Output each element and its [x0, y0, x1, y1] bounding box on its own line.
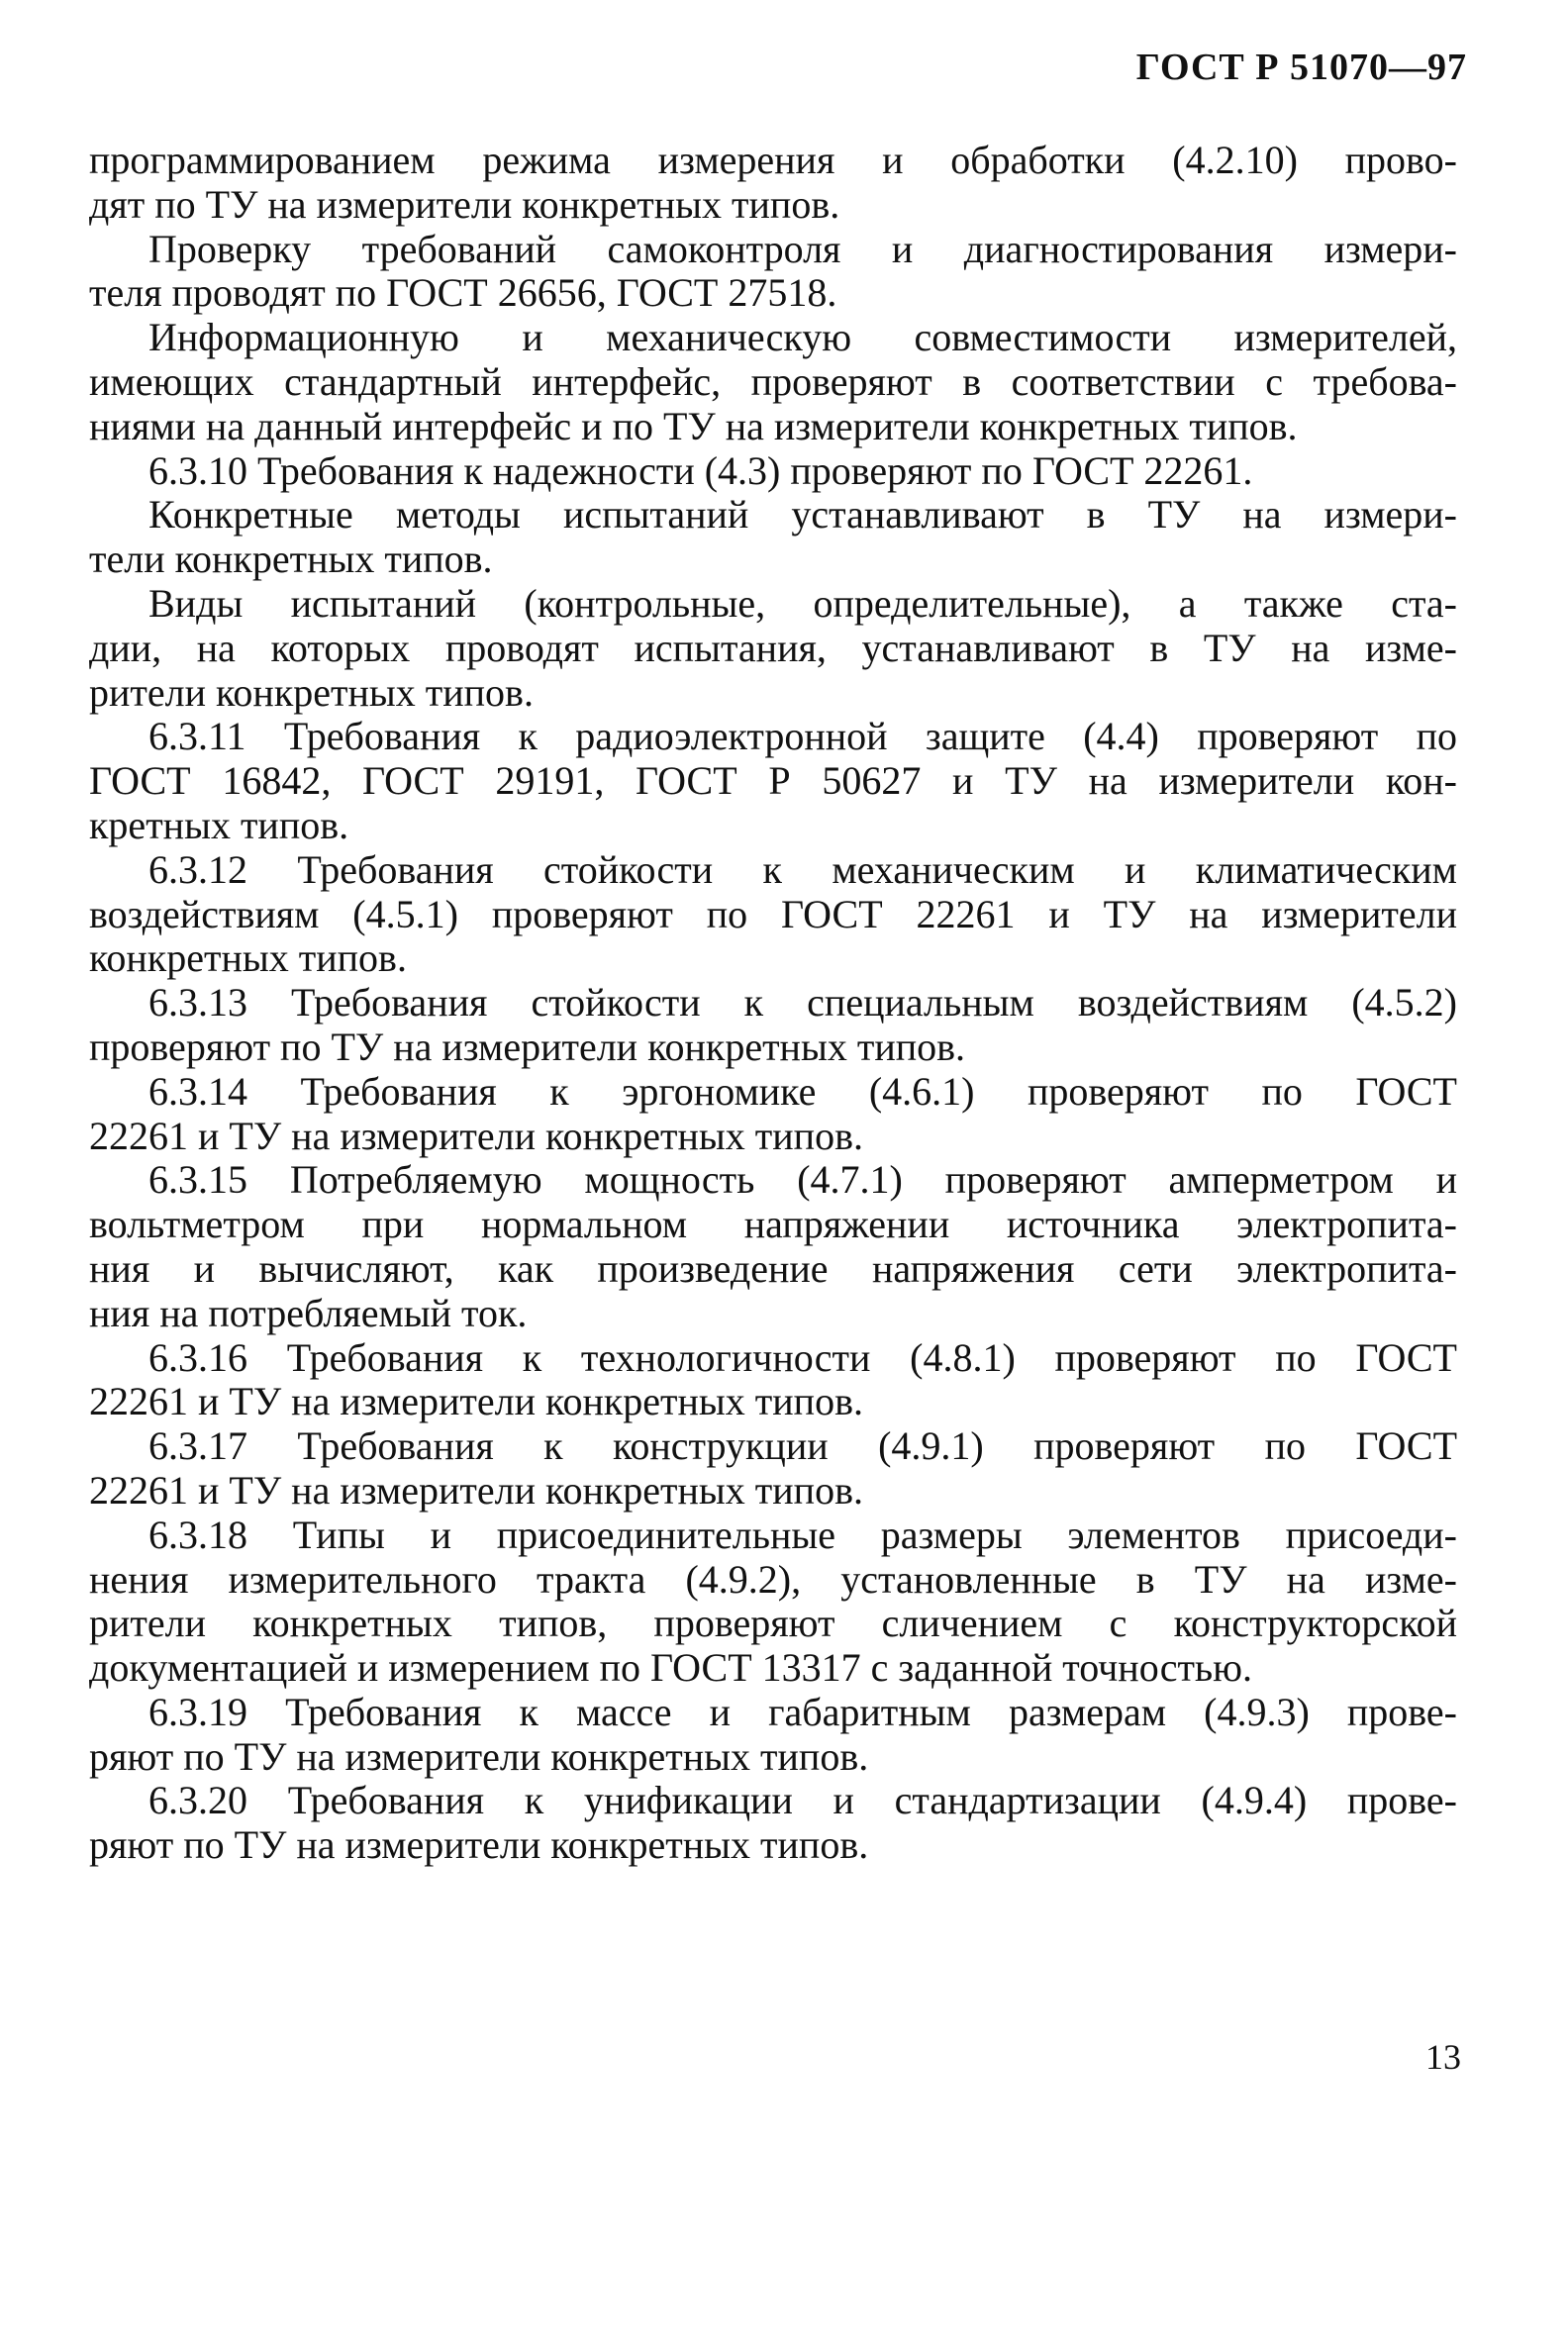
text-line: 6.3.15 Потребляемую мощность (4.7.1) проверяют амперметром и	[148, 1157, 1457, 1203]
text-line: вольтметром при нормальном напряжении источника электропита-	[89, 1202, 1457, 1247]
text-line: конкретных типов.	[89, 935, 407, 981]
text-line: имеющих стандартный интерфейс, проверяют в соответствии с требова-	[89, 358, 1457, 404]
text-line: кретных типов.	[89, 802, 349, 847]
body-text	[89, 139, 1457, 1868]
text-line: нения измерительного тракта (4.9.2), установленные в ТУ на изме-	[89, 1556, 1457, 1602]
text-line: 6.3.10 Требования к надежности (4.3) проверяют по ГОСТ 22261.	[148, 447, 1253, 493]
text-line: Виды испытаний (контрольные, определительные), а также ста-	[148, 580, 1457, 626]
standard-header: ГОСТ Р 51070—97	[1135, 47, 1467, 88]
text-line: 22261 и ТУ на измерители конкретных типов.	[89, 1113, 863, 1158]
text-line: Информационную и механическую совместимости измерителей,	[148, 315, 1457, 360]
text-line: ряют по ТУ на измерители конкретных типов.	[89, 1733, 869, 1779]
text-line: дии, на которых проводят испытания, устанавливают в ТУ на изме-	[89, 625, 1457, 670]
text-line: ния и вычисляют, как произведение напряжения сети электропита-	[89, 1245, 1457, 1291]
text-line: 22261 и ТУ на измерители конкретных типов.	[89, 1467, 863, 1513]
text-line: рители конкретных типов.	[89, 669, 534, 715]
text-line: ГОСТ 16842, ГОСТ 29191, ГОСТ Р 50627 и ТУ на измерители кон-	[89, 758, 1457, 804]
text-line: 6.3.20 Требования к унификации и стандартизации (4.9.4) прове-	[148, 1778, 1457, 1823]
text-line: проверяют по ТУ на измерители конкретных типов.	[89, 1024, 966, 1069]
text-line: 6.3.13 Требования стойкости к специальным воздействиям (4.5.2)	[148, 980, 1457, 1026]
text-line: 22261 и ТУ на измерители конкретных типов.	[89, 1379, 863, 1424]
text-line: 6.3.18 Типы и присоединительные размеры элементов присоеди-	[148, 1512, 1457, 1557]
page-number: 13	[1425, 2037, 1461, 2077]
text-line: дят по ТУ на измерители конкретных типов.	[89, 181, 840, 227]
text-line: документацией и измерением по ГОСТ 13317 с заданной точностью.	[89, 1645, 1253, 1691]
text-line: 6.3.17 Требования к конструкции (4.9.1) проверяют по ГОСТ	[148, 1423, 1457, 1469]
text-line: ряют по ТУ на измерители конкретных типов.	[89, 1822, 869, 1868]
text-line: ния на потребляемый ток.	[89, 1290, 528, 1335]
text-line: 6.3.11 Требования к радиоэлектронной защите (4.4) проверяют по	[148, 714, 1457, 759]
text-line: ниями на данный интерфейс и по ТУ на измерители конкретных типов.	[89, 403, 1298, 448]
text-line: теля проводят по ГОСТ 26656, ГОСТ 27518.	[89, 270, 837, 316]
text-line: 6.3.19 Требования к массе и габаритным размерам (4.9.3) прове-	[148, 1689, 1457, 1734]
text-line: программированием режима измерения и обработки (4.2.10) прово-	[89, 138, 1457, 182]
text-line: Конкретные методы испытаний устанавливают в ТУ на измери-	[148, 492, 1457, 537]
text-line: 6.3.16 Требования к технологичности (4.8.1) проверяют по ГОСТ	[148, 1334, 1457, 1380]
text-line: рители конкретных типов, проверяют сличением с конструкторской	[89, 1601, 1457, 1646]
text-line: воздействиям (4.5.1) проверяют по ГОСТ 22261 и ТУ на измерители	[89, 891, 1457, 936]
text-line: 6.3.14 Требования к эргономике (4.6.1) проверяют по ГОСТ	[148, 1068, 1457, 1114]
text-line: Проверку требований самоконтроля и диагностирования измери-	[148, 226, 1457, 271]
text-line: 6.3.12 Требования стойкости к механическим и климатическим	[148, 846, 1457, 892]
text-line: тели конкретных типов.	[89, 537, 493, 582]
